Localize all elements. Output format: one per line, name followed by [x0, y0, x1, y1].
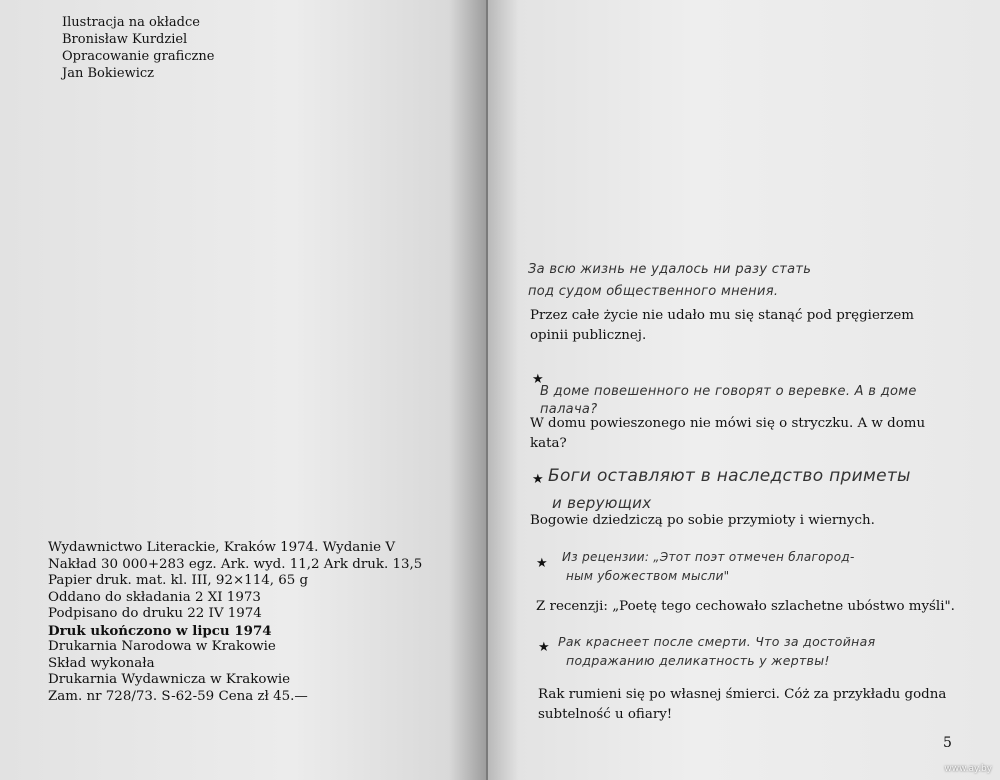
- star-icon: ★: [532, 372, 544, 387]
- aphorism-text: Z recenzji: „Poetę tego cechowało szlachetne ubóstwo myśli".: [536, 599, 955, 614]
- imprint-line: Drukarnia Narodowa w Krakowie: [48, 639, 276, 654]
- handwritten-translation: ным убожеством мысли": [566, 569, 730, 583]
- imprint-line: Skład wykonała: [48, 655, 155, 671]
- handwritten-translation: В доме повешенного не говорят о веревке. А в доме: [540, 384, 917, 399]
- imprint-line: Nakład 30 000+283 egz. Ark. wyd. 11,2 Ark druk. 13,5: [48, 556, 423, 572]
- imprint-line: Druk ukończono w lipcu 1974: [48, 622, 272, 639]
- credit-line: Ilustracja na okładce: [62, 15, 200, 30]
- handwritten-translation: За всю жизнь не удалось ни разу стать: [528, 262, 812, 277]
- handwritten-translation: Из рецензии: „Этот поэт отмечен благород-: [562, 550, 855, 564]
- credit-line: Bronisław Kurdziel: [62, 32, 188, 47]
- star-icon: ★: [532, 472, 544, 487]
- imprint-line: Wydawnictwo Literackie, Kraków 1974. Wydanie V: [48, 540, 396, 555]
- credit-line: Jan Bokiewicz: [62, 66, 154, 81]
- publication-imprint: [48, 540, 422, 705]
- credit-line: Opracowanie graficzne: [62, 49, 215, 64]
- handwritten-translation: палача?: [540, 402, 598, 417]
- aphorism-text: W domu powieszonego nie mówi się o stryczku. A w domu kata?: [530, 416, 926, 451]
- handwritten-translation: Рак краснеет после смерти. Что за достойная: [558, 634, 876, 649]
- star-icon: ★: [538, 640, 550, 655]
- handwritten-translation: подражанию деликатность у жертвы!: [566, 653, 830, 668]
- aphorism-text: Rak rumieni się po własnej śmierci. Cóż za przykładu godna subtelność u ofiary!: [538, 687, 947, 722]
- site-watermark: www.ay.by: [944, 764, 992, 774]
- imprint-line: Drukarnia Wydawnicza w Krakowie: [48, 672, 291, 687]
- imprint-line: Papier druk. mat. kl. III, 92×114, 65 g: [48, 573, 309, 588]
- star-icon: ★: [536, 556, 548, 571]
- handwritten-translation: Боги оставляют в наследство приметы: [548, 466, 911, 486]
- imprint-line: Podpisano do druku 22 IV 1974: [48, 606, 262, 621]
- imprint-line: Oddano do składania 2 XI 1973: [48, 589, 261, 605]
- left-page: [0, 0, 488, 780]
- handwritten-translation: под судом общественного мнения.: [528, 284, 779, 299]
- cover-credits: [62, 14, 214, 82]
- handwritten-translation: и верующих: [552, 494, 652, 512]
- aphorism-text: Przez całe życie nie udało mu się stanąć pod pręgierzem opinii publicznej.: [530, 308, 914, 343]
- aphorism-text: Bogowie dziedziczą po sobie przymioty i wiernych.: [530, 513, 875, 528]
- page-number: 5: [943, 735, 952, 751]
- imprint-line: Zam. nr 728/73. S-62-59 Cena zł 45.—: [48, 688, 308, 704]
